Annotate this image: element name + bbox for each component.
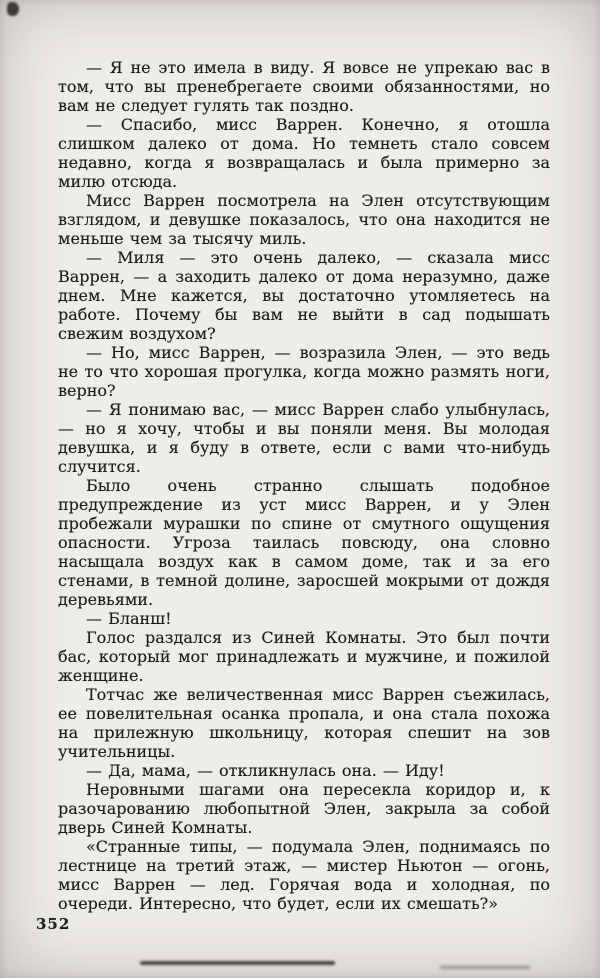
text-column xyxy=(58,58,550,913)
paragraph: — Но, мисс Варрен, — возразила Элен, — это ведь не то что хорошая прогулка, когда можно размять ноги, верно? xyxy=(58,343,550,400)
paragraph: Голос раздался из Синей Комнаты. Это был почти бас, который мог принадлежать и мужчине, и пожилой женщине. xyxy=(58,628,550,685)
paragraph: — Да, мама, — откликнулась она. — Иду! xyxy=(86,761,445,780)
paragraph: — Я не это имела в виду. Я вовсе не упрекаю вас в том, что вы пренебрегаете своими обязанностями, но вам не следует гулять так поздно. xyxy=(58,58,550,115)
paragraph: Тотчас же величественная мисс Варрен съежилась, ее повелительная осанка пропала, и она стала похожа на прилежную школьницу, которая спешит на зов учительницы. xyxy=(58,685,550,761)
paragraph: «Странные типы, — подумала Элен, поднимаясь по лестнице на третий этаж, — мистер Ньютон — огонь, мисс Варрен — лед. Горячая вода и холодная, по очереди. Интересно, что будет, если их смешать?» xyxy=(58,837,550,913)
paragraph: — Миля — это очень далеко, — сказала мисс Варрен, — а заходить далеко от дома неразумно, даже днем. Мне кажется, вы достаточно утомляетесь на работе. Почему бы вам не выйти в сад подышать свежим воздухом? xyxy=(58,248,550,343)
paragraph: Было очень странно слышать подобное предупреждение из уст мисс Варрен, и у Элен пробежали мурашки по спине от смутного ощущения опасности. Угроза таилась повсюду, она словно насыщала воздух как в самом доме, так и за его стенами, в темной долине, заросшей мокрыми от дождя деревьями. xyxy=(58,476,550,609)
scan-smudge-bottom xyxy=(140,961,335,965)
page-number: 352 xyxy=(36,915,71,933)
scan-smudge-bottom-right xyxy=(440,966,530,969)
scan-smudge-top-left xyxy=(7,2,19,16)
paragraph: — Бланш! xyxy=(86,609,172,628)
paragraph: Мисс Варрен посмотрела на Элен отсутствующим взглядом, и девушке показалось, что она находится не меньше чем за тысячу миль. xyxy=(58,191,550,248)
paragraph: Неровными шагами она пересекла коридор и, к разочарованию любопытной Элен, закрыла за собой дверь Синей Комнаты. xyxy=(58,780,550,837)
paragraph: — Я понимаю вас, — мисс Варрен слабо улыбнулась, — но я хочу, чтобы и вы поняли меня. Вы молодая девушка, и я буду в ответе, если с вами что-нибудь случится. xyxy=(58,400,550,476)
paragraph: — Спасибо, мисс Варрен. Конечно, я отошла слишком далеко от дома. Но темнеть стало совсем недавно, когда я возвращалась и была примерно за милю отсюда. xyxy=(58,115,550,191)
